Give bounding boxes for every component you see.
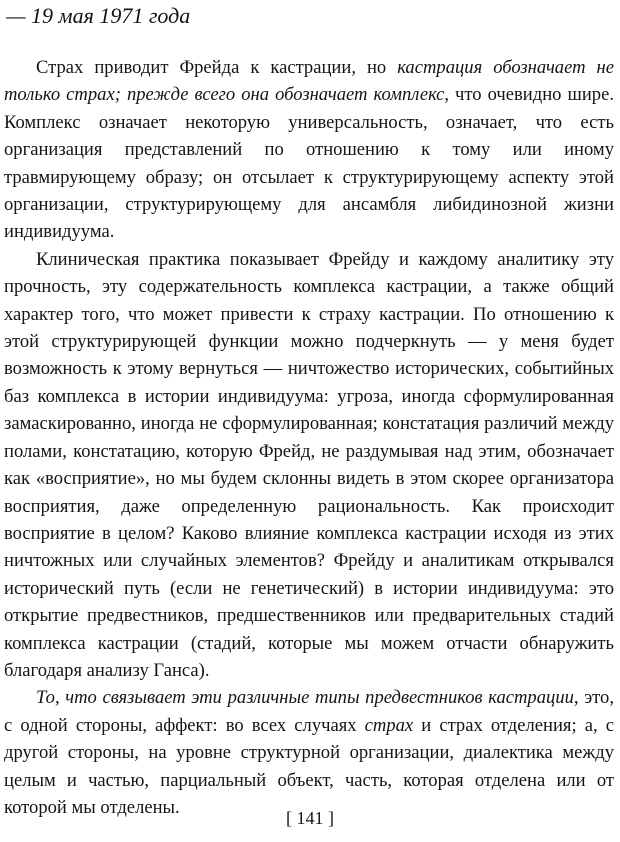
italic-text-segment: кастрация обозначает не только страх; прежде всего она обозначает комплекс: [4, 57, 614, 106]
text-segment: , это, с одной стороны, аффект: во всех случаях: [4, 687, 614, 736]
paragraph: [4, 684, 614, 821]
italic-text-segment: страх: [364, 714, 414, 736]
date-heading: — 19 мая 1971 года: [6, 3, 191, 28]
body-text: [4, 54, 614, 821]
paragraph: [4, 246, 614, 685]
italic-text-segment: То, что связывает эти различные типы предвестников кастрации: [36, 687, 574, 709]
text-segment: , что очевидно шире. Комплекс означает некоторую универсальность, означает, что есть организация представлений по отношению к тому или иному травмирующему образу; он отсылает к структурирующему аспекту этой организации, структурирующему для ансамбля либидинозной жизни индивидуума.: [4, 84, 614, 243]
text-segment: и страх отделения; а, с другой стороны, на уровне структурной организации, диалектика между целым и частью, парциальный объект, часть, которая отделена или от которой мы отделены.: [4, 714, 614, 818]
paragraph: [4, 54, 614, 246]
page-number: [ 141 ]: [286, 808, 334, 828]
text-segment: Страх приводит Фрейда к кастрации, но: [36, 57, 398, 78]
text-segment: Клиническая практика показывает Фрейду и каждому аналитику эту прочность, эту содержательность комплекса кастрации, а также общий характер того, что может привести к страху кастрации. По отношению к этой структурирующей функции можно подчеркнуть — у меня будет возможность к этому вернуться — ничтожество исторических, событийных баз комплекса в истории индивидуума: угроза, иногда сформулированная замаскированно, иногда не сформулированная; констатация различий между полами, констатацию, которую Фрейд, не раздумывая над этим, обозначает как «восприятие», но мы будем склонны видеть в этом скорее организатора восприятия, даже определенную рациональность. Как происходит восприятие в целом? Каково влияние комплекса кастрации исходя из этих ничтожных или случайных элементов? Фрейду и аналитикам открывался исторический путь (если не генетический) в истории индивидуума: это открытие предвестников, предшественников или предварительных стадий комплекса кастрации (стадий, которые мы можем отчасти обнаружить благодаря анализу Ганса).: [4, 248, 614, 681]
